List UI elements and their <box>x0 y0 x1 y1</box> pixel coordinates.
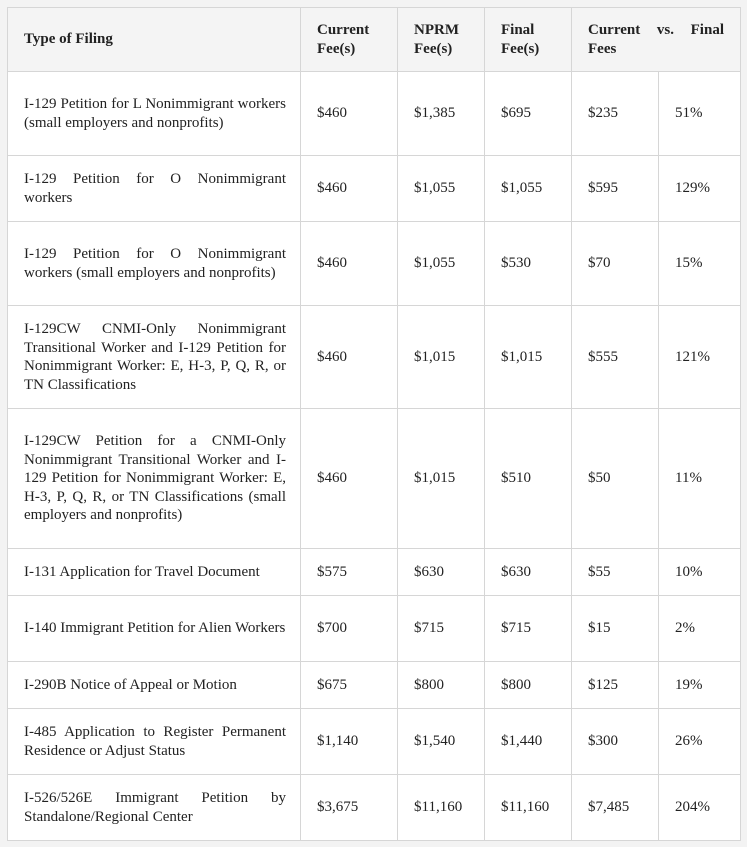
table-body <box>8 72 741 841</box>
cell-final-fee: $510 <box>485 409 572 549</box>
table-row <box>8 662 741 709</box>
table-row <box>8 775 741 841</box>
cell-percent-change: 51% <box>659 72 741 156</box>
cell-current-fee: $575 <box>301 549 398 596</box>
cell-percent-change: 10% <box>659 549 741 596</box>
cell-type-of-filing: I-140 Immigrant Petition for Alien Workers <box>8 596 301 662</box>
cell-nprm-fee: $11,160 <box>398 775 485 841</box>
cell-nprm-fee: $1,055 <box>398 156 485 222</box>
cell-percent-change: 15% <box>659 222 741 306</box>
header-current-vs-final <box>572 8 741 72</box>
cell-current-fee: $1,140 <box>301 709 398 775</box>
cell-percent-change: 204% <box>659 775 741 841</box>
cell-percent-change: 11% <box>659 409 741 549</box>
cell-final-fee: $1,015 <box>485 306 572 409</box>
cell-nprm-fee: $1,385 <box>398 72 485 156</box>
cell-percent-change: 2% <box>659 596 741 662</box>
cell-nprm-fee: $800 <box>398 662 485 709</box>
cell-nprm-fee: $1,015 <box>398 306 485 409</box>
table-row <box>8 709 741 775</box>
cell-final-fee: $800 <box>485 662 572 709</box>
table-row <box>8 549 741 596</box>
cell-percent-change: 26% <box>659 709 741 775</box>
cell-nprm-fee: $715 <box>398 596 485 662</box>
cell-nprm-fee: $630 <box>398 549 485 596</box>
cell-type-of-filing: I-129 Petition for O Nonimmigrant workers (small employers and nonprofits) <box>8 222 301 306</box>
cell-percent-change: 19% <box>659 662 741 709</box>
cell-nprm-fee: $1,055 <box>398 222 485 306</box>
header-nprm-fee: NPRM Fee(s) <box>398 8 485 72</box>
cell-fee-difference: $7,485 <box>572 775 659 841</box>
header-current-fee: Current Fee(s) <box>301 8 398 72</box>
cell-current-fee: $675 <box>301 662 398 709</box>
cell-current-fee: $460 <box>301 222 398 306</box>
cell-nprm-fee: $1,540 <box>398 709 485 775</box>
cell-final-fee: $11,160 <box>485 775 572 841</box>
cell-percent-change: 121% <box>659 306 741 409</box>
cell-final-fee: $630 <box>485 549 572 596</box>
cell-fee-difference: $50 <box>572 409 659 549</box>
cell-percent-change: 129% <box>659 156 741 222</box>
table-row <box>8 222 741 306</box>
table-row <box>8 156 741 222</box>
header-current-vs-final-line2: Fees <box>588 40 617 57</box>
header-final-fee: Final Fee(s) <box>485 8 572 72</box>
cell-type-of-filing: I-526/526E Immigrant Petition by Standalone/Regional Center <box>8 775 301 841</box>
cell-type-of-filing: I-485 Application to Register Permanent Residence or Adjust Status <box>8 709 301 775</box>
cell-fee-difference: $70 <box>572 222 659 306</box>
cell-current-fee: $700 <box>301 596 398 662</box>
table-row <box>8 409 741 549</box>
cell-type-of-filing: I-129 Petition for L Nonimmigrant workers (small employers and nonprofits) <box>8 72 301 156</box>
cell-type-of-filing: I-129CW CNMI-Only Nonimmigrant Transitional Worker and I-129 Petition for Nonimmigrant Worker: E, H-3, P, Q, R, or TN Classifications <box>8 306 301 409</box>
cell-fee-difference: $555 <box>572 306 659 409</box>
header-type-of-filing: Type of Filing <box>8 8 301 72</box>
cell-current-fee: $460 <box>301 72 398 156</box>
header-current-vs-final-line1: Current vs. Final <box>588 22 724 38</box>
cell-current-fee: $460 <box>301 156 398 222</box>
cell-fee-difference: $15 <box>572 596 659 662</box>
cell-final-fee: $1,055 <box>485 156 572 222</box>
cell-type-of-filing: I-131 Application for Travel Document <box>8 549 301 596</box>
table-row <box>8 306 741 409</box>
cell-current-fee: $460 <box>301 306 398 409</box>
cell-final-fee: $715 <box>485 596 572 662</box>
table-row <box>8 72 741 156</box>
cell-current-fee: $3,675 <box>301 775 398 841</box>
fee-comparison-table <box>7 7 741 841</box>
cell-nprm-fee: $1,015 <box>398 409 485 549</box>
cell-fee-difference: $55 <box>572 549 659 596</box>
cell-fee-difference: $235 <box>572 72 659 156</box>
cell-final-fee: $530 <box>485 222 572 306</box>
cell-type-of-filing: I-129 Petition for O Nonimmigrant workers <box>8 156 301 222</box>
cell-final-fee: $1,440 <box>485 709 572 775</box>
fee-table-container <box>7 7 740 841</box>
table-header-row <box>8 8 741 72</box>
cell-fee-difference: $300 <box>572 709 659 775</box>
cell-type-of-filing: I-129CW Petition for a CNMI-Only Nonimmigrant Transitional Worker and I-129 Petition for Nonimmigrant Worker: E, H-3, P, Q, R, or TN Classifications (small employers and nonprofits) <box>8 409 301 549</box>
cell-type-of-filing: I-290B Notice of Appeal or Motion <box>8 662 301 709</box>
cell-final-fee: $695 <box>485 72 572 156</box>
table-row <box>8 596 741 662</box>
cell-current-fee: $460 <box>301 409 398 549</box>
cell-fee-difference: $125 <box>572 662 659 709</box>
cell-fee-difference: $595 <box>572 156 659 222</box>
